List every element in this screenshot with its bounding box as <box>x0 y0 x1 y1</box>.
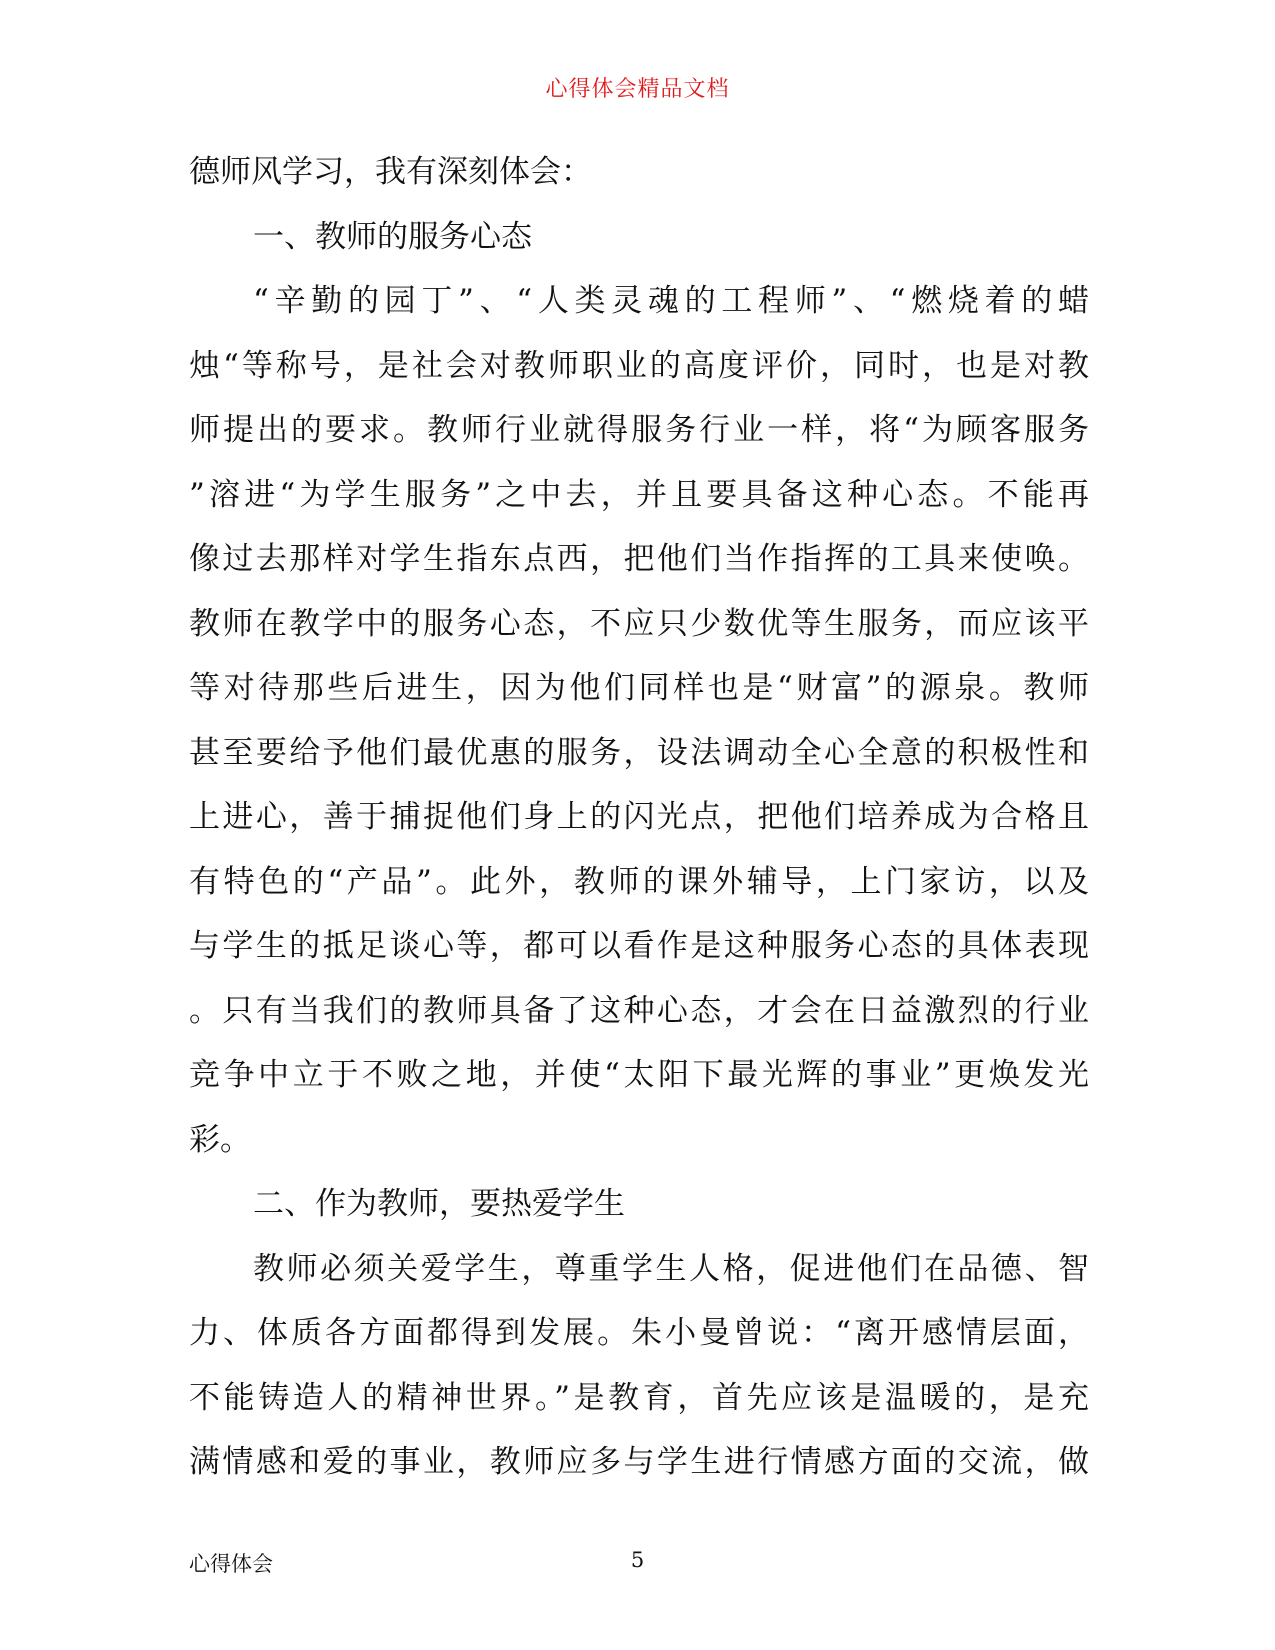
document-header-title: 心得体会精品文档 <box>545 77 730 102</box>
body-line: 竞争中立于不败之地，并使“太阳下最光辉的事业”更焕发光 <box>189 1057 1089 1093</box>
page-number: 5 <box>630 1548 645 1572</box>
body-line: 上进心，善于捕捉他们身上的闪光点，把他们培养成为合格且 <box>189 799 1089 835</box>
body-line: 师提出的要求。教师行业就得服务行业一样，将“为顾客服务 <box>189 412 1089 448</box>
body-line: “辛勤的园丁”、“人类灵魂的工程师”、“燃烧着的蜡 <box>253 283 1089 319</box>
body-line: 。只有当我们的教师具备了这种心态，才会在日益激烈的行业 <box>189 992 1089 1029</box>
body-line: 满情感和爱的事业，教师应多与学生进行情感方面的交流，做 <box>189 1444 1089 1480</box>
body-line: 有特色的“产品”。此外，教师的课外辅导，上门家访，以及 <box>189 863 1089 900</box>
body-line: 与学生的抵足谈心等，都可以看作是这种服务心态的具体表现 <box>189 928 1089 964</box>
section-heading: 二、作为教师，要热爱学生 <box>253 1186 625 1222</box>
body-line: 不能铸造人的精神世界。”是教育，首先应该是温暖的，是充 <box>189 1379 1089 1416</box>
body-line: ”溶进“为学生服务”之中去，并且要具备这种心态。不能再 <box>189 476 1089 513</box>
body-line: 烛“等称号，是社会对教师职业的高度评价，同时，也是对教 <box>189 347 1089 384</box>
body-line: 力、体质各方面都得到发展。朱小曼曾说：“离开感情层面， <box>189 1315 1089 1351</box>
body-line: 等对待那些后进生，因为他们同样也是“财富”的源泉。教师 <box>189 670 1089 706</box>
document-body <box>189 140 1089 1495</box>
body-line: 教师必须关爱学生，尊重学生人格，促进他们在品德、智 <box>253 1250 1089 1287</box>
footer-label: 心得体会 <box>189 1552 273 1576</box>
body-line: 德师风学习，我有深刻体会： <box>189 154 592 190</box>
body-line: 甚至要给予他们最优惠的服务，设法调动全心全意的积极性和 <box>189 734 1089 771</box>
body-line: 彩。 <box>189 1121 251 1158</box>
section-heading: 一、教师的服务心态 <box>253 218 532 255</box>
body-line: 像过去那样对学生指东点西，把他们当作指挥的工具来使唤。 <box>189 541 1089 577</box>
body-line: 教师在教学中的服务心态，不应只少数优等生服务，而应该平 <box>189 605 1089 642</box>
